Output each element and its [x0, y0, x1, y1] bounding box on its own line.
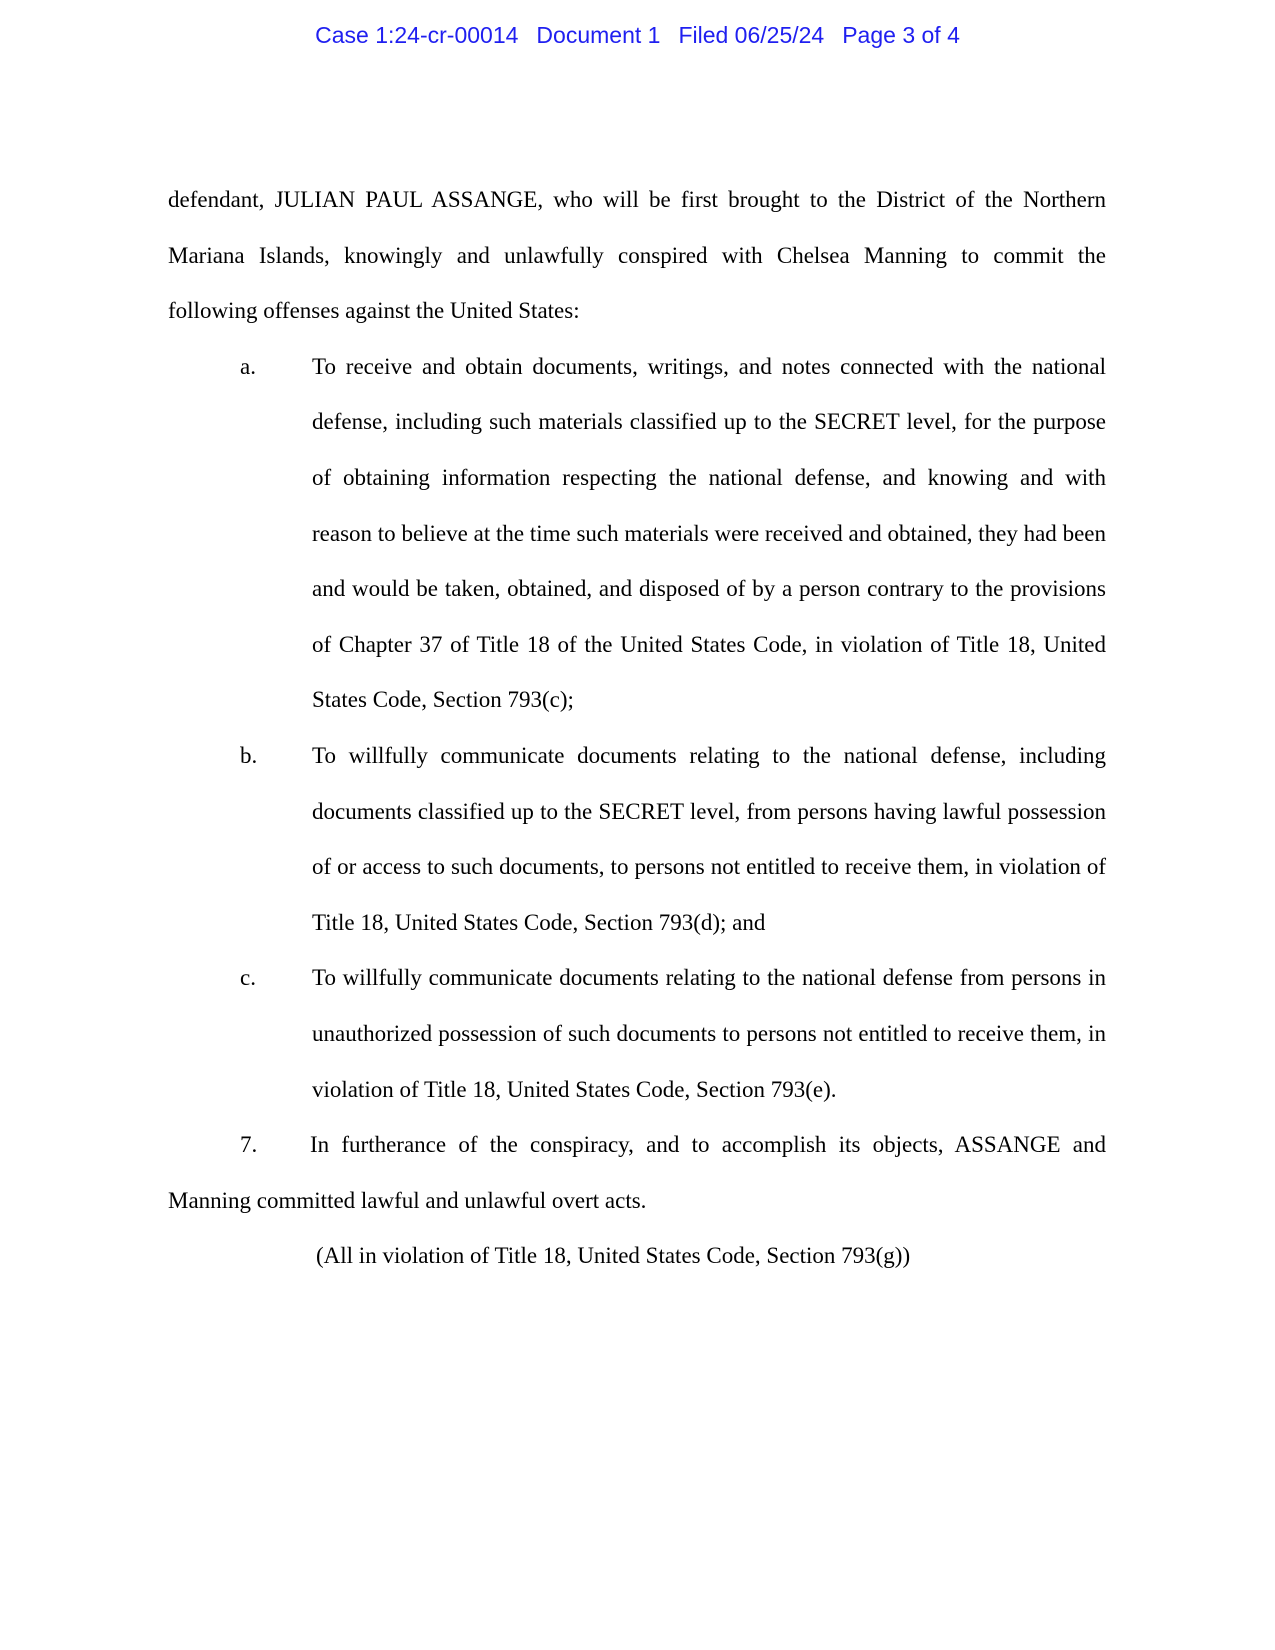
- list-item-b: [168, 728, 1106, 950]
- statute-citation: (All in violation of Title 18, United States Code, Section 793(g)): [316, 1243, 911, 1269]
- paragraph-7-text: In furtherance of the conspiracy, and to accomplish its objects, ASSANGE and Manning committed lawful and unlawful overt acts.: [168, 1132, 1106, 1213]
- list-item-c: [168, 950, 1106, 1117]
- item-label: c.: [240, 965, 256, 991]
- item-text: To receive and obtain documents, writings, and notes connected with the national defense, including such materials classified up to the SECRET level, for the purpose of obtaining information respecting the national defense, and knowing and with reason to believe at the time such materials were received and obtained, they had been and would be taken, obtained, and disposed of by a person contrary to the provisions of Chapter 37 of Title 18 of the United States Code, in violation of Title 18, United States Code, Section 793(c);: [312, 353, 1106, 713]
- filed-date: Filed 06/25/24: [678, 22, 825, 48]
- ecf-header: [0, 22, 1275, 49]
- case-number: Case 1:24-cr-00014: [315, 22, 519, 48]
- intro-paragraph: defendant, JULIAN PAUL ASSANGE, who will be first brought to the District of the Northern Mariana Islands, knowingly and unlawfully conspired with Chelsea Manning to commit the following offenses against the United States:: [168, 187, 1106, 324]
- item-text: To willfully communicate documents relating to the national defense, including documents classified up to the SECRET level, from persons having lawful possession of or access to such documents, to persons not entitled to receive them, in violation of Title 18, United States Code, Section 793(d); and: [312, 742, 1106, 935]
- item-label: b.: [240, 742, 258, 768]
- list-item-a: [168, 339, 1106, 728]
- paragraph-7: [168, 1117, 1106, 1228]
- page-number: Page 3 of 4: [842, 22, 960, 48]
- document-body: [168, 172, 1106, 1284]
- paragraph-7-label: 7.: [240, 1132, 258, 1158]
- document-number: Document 1: [536, 22, 661, 48]
- item-text: To willfully communicate documents relating to the national defense from persons in unauthorized possession of such documents to persons not entitled to receive them, in violation of Title 18, United States Code, Section 793(e).: [312, 965, 1106, 1102]
- item-label: a.: [240, 353, 256, 379]
